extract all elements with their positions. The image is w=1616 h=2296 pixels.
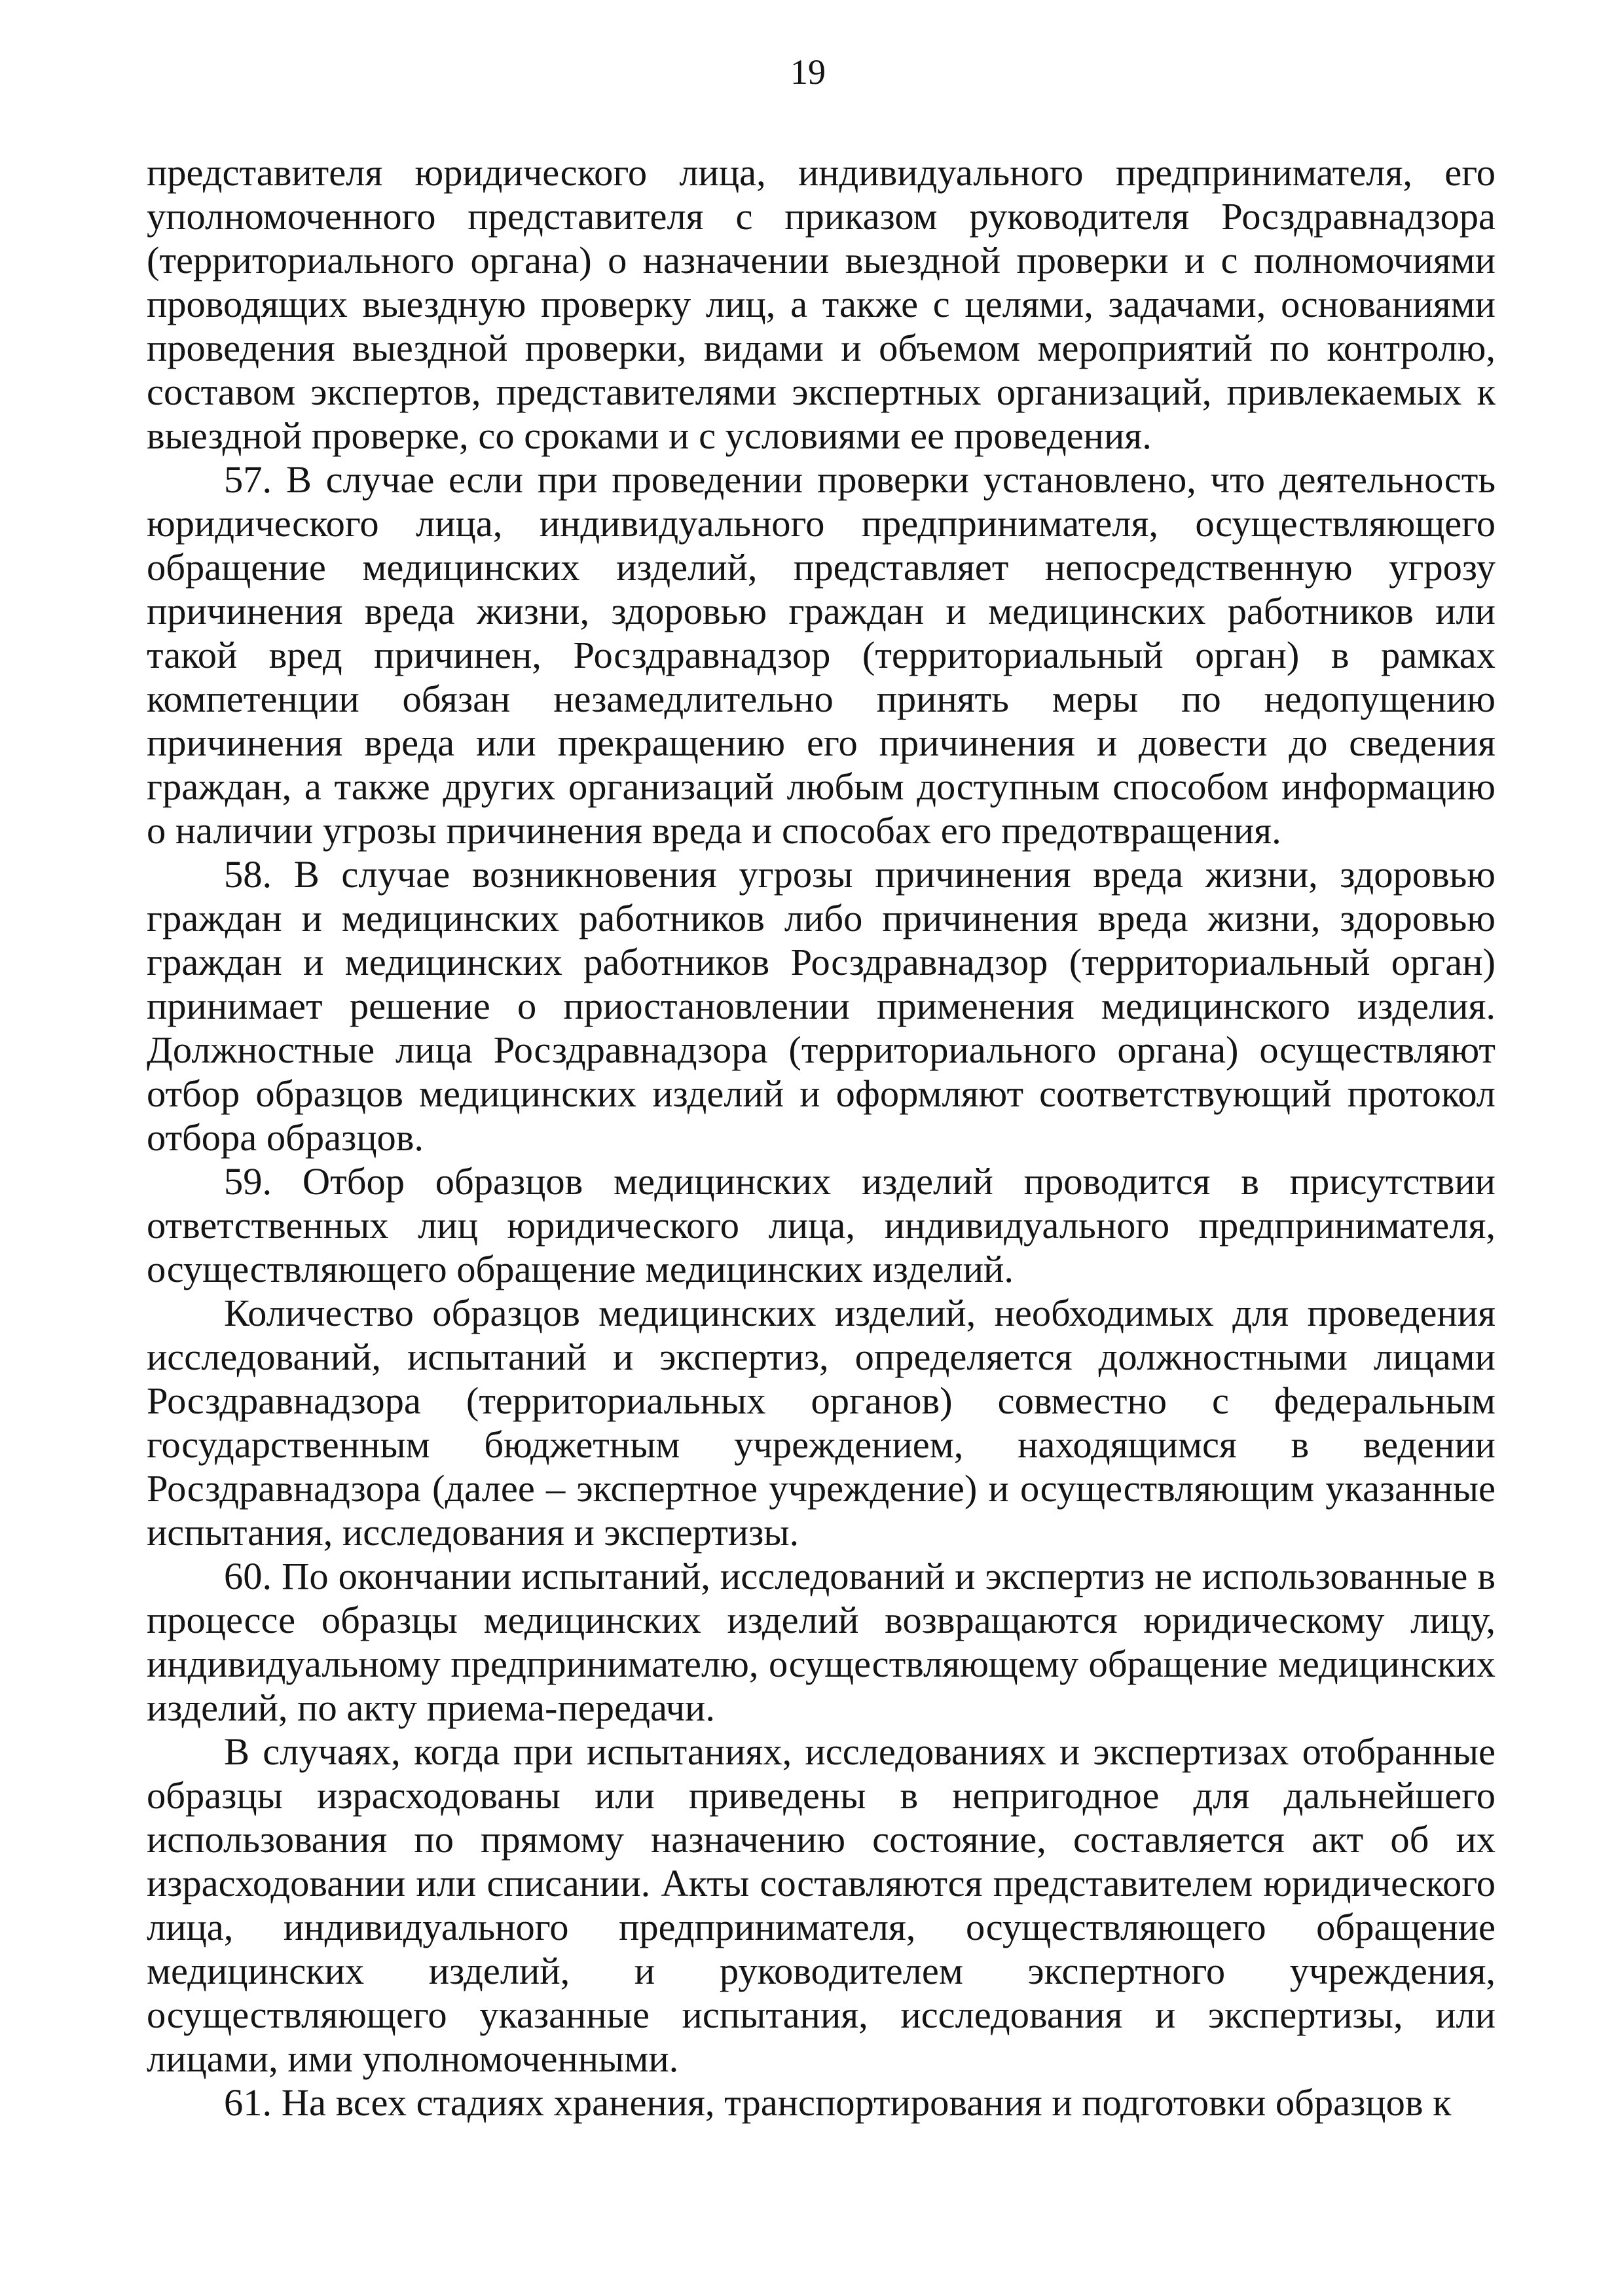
paragraph-60: 60. По окончании испытаний, исследований и экспертиз не использованные в процессе образцы медицинских изделий возвращаются юридическому лицу, индивидуальному предпринимателю, осуществляющему обращение медицинских изделий, по акту приема-передачи. — [147, 1555, 1496, 1729]
paragraph-59-samples-quantity: Количество образцов медицинских изделий, необходимых для проведения исследований, испытаний и экспертиз, определяется должностными лицами Росздравнадзора (территориальных органов) совместно с федеральным государственным бюджетным учреждением, находящимся в ведении Росздравнадзора (далее – экспертное учреждение) и осуществляющим указанные испытания, исследования и экспертизы. — [147, 1292, 1496, 1554]
paragraph-58: 58. В случае возникновения угрозы причинения вреда жизни, здоровью граждан и медицинских работников либо причинения вреда жизни, здоровью граждан и медицинских работников Росздравнадзор (территориальный орган) принимает решение о приостановлении применения медицинского изделия. Должностные лица Росздравнадзора (территориального органа) осуществляют отбор образцов медицинских изделий и оформляют соответствующий протокол отбора образцов. — [147, 853, 1496, 1159]
paragraph-continuation: представителя юридического лица, индивидуального предпринимателя, его уполномоченного представителя с приказом руководителя Росздравнадзора (территориального органа) о назначении выездной проверки и с полномочиями проводящих выездную проверку лиц, а также с целями, задачами, основаниями проведения выездной проверки, видами и объемом мероприятий по контролю, составом экспертов, представителями экспертных организаций, привлекаемых к выездной проверке, со сроками и с условиями ее проведения. — [147, 151, 1496, 457]
paragraph-59: 59. Отбор образцов медицинских изделий проводится в присутствии ответственных лиц юридического лица, индивидуального предпринимателя, осуществляющего обращение медицинских изделий. — [147, 1160, 1496, 1290]
paragraph-57: 57. В случае если при проведении проверки установлено, что деятельность юридического лица, индивидуального предпринимателя, осуществляющего обращение медицинских изделий, представляет непосредственную угрозу причинения вреда жизни, здоровью граждан и медицинских работников или такой вред причинен, Росздравнадзор (территориальный орган) в рамках компетенции обязан незамедлительно принять меры по недопущению причинения вреда или прекращению его причинения и довести до сведения граждан, а также других организаций любым доступным способом информацию о наличии угрозы причинения вреда и способах его предотвращения. — [147, 458, 1496, 852]
paragraph-61: 61. На всех стадиях хранения, транспортирования и подготовки образцов к — [224, 2081, 1452, 2124]
paragraph-60-write-off: В случаях, когда при испытаниях, исследованиях и экспертизах отобранные образцы израсходованы или приведены в непригодное для дальнейшего использования по прямому назначению состояние, составляется акт об их израсходовании или списании. Акты составляются представителем юридического лица, индивидуального предпринимателя, осуществляющего обращение медицинских изделий, и руководителем экспертного учреждения, осуществляющего указанные испытания, исследования и экспертизы, или лицами, ими уполномоченными. — [147, 1730, 1496, 2080]
page-number: 19 — [790, 52, 826, 92]
document-body — [147, 151, 1496, 2124]
